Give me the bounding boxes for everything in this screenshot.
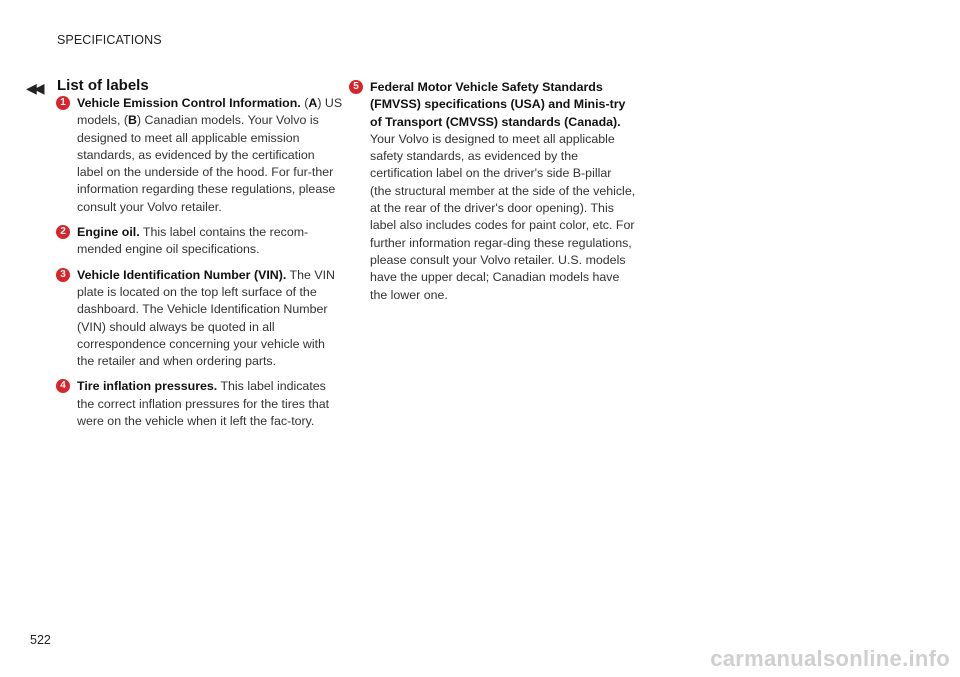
label-item-3 <box>60 267 343 371</box>
item-body: Your Volvo is designed to meet all applicable safety standards, as evidenced by the certification label on the driver's side B-pillar (the structural member at the side of the vehicle, at the rear of the driver's door opening). This label also includes codes for paint color, etc. For further information regar-ding these regulations, please consult your Volvo retailer. U.S. models have the upper decal; Canadian models have the lower one. <box>370 131 636 302</box>
number-badge-icon: 5 <box>349 80 363 94</box>
running-head: SPECIFICATIONS <box>57 33 162 47</box>
item-body-part-bold: B <box>127 113 137 128</box>
item-body: This label contains the recom-mended engine oil specifications. <box>77 225 309 257</box>
right-column <box>353 79 636 312</box>
watermark: carmanualsonline.info <box>710 646 950 671</box>
item-title: Vehicle Identification Number (VIN). <box>77 267 287 282</box>
back-double-chevron-icon[interactable]: ◀◀ <box>26 80 42 96</box>
item-body-part: ) Canadian models. Your Volvo is designed to meet all applicable emission standards, as evidenced by the certification label on the underside of the hood. For fur-ther information regarding these regulations, please consult your Volvo retailer. <box>77 113 336 214</box>
number-badge-icon: 3 <box>56 268 70 282</box>
label-item-4 <box>60 378 343 430</box>
item-body-part: ( <box>304 96 309 110</box>
item-body: The VIN plate is located on the top left surface of the dashboard. The Vehicle Identification Number (VIN) should always be quoted in all correspondence concerning your vehicle with the retailer and when ordering parts. <box>77 267 335 369</box>
page-number: 522 <box>30 633 51 647</box>
item-title: Federal Motor Vehicle Safety Standards (FMVSS) specifications (USA) and Minis-try of Transport (CMVSS) standards (Canada). <box>370 80 626 129</box>
item-title: Engine oil. <box>77 225 140 240</box>
item-body: This label indicates the correct inflation pressures for the tires that were on the vehicle when it left the fac-tory. <box>77 379 330 429</box>
label-item-5 <box>353 79 636 304</box>
label-item-1 <box>60 95 343 216</box>
item-body-part-bold: A <box>308 96 318 110</box>
number-badge-icon: 4 <box>56 379 70 393</box>
left-column <box>60 95 343 438</box>
section-title: List of labels <box>57 77 149 94</box>
item-body-part: ) US models, ( <box>77 96 343 128</box>
number-badge-icon: 1 <box>56 96 70 110</box>
number-badge-icon: 2 <box>56 225 70 239</box>
label-item-2 <box>60 224 343 259</box>
item-title: Vehicle Emission Control Information. <box>77 96 301 110</box>
item-title: Tire inflation pressures. <box>77 379 218 394</box>
